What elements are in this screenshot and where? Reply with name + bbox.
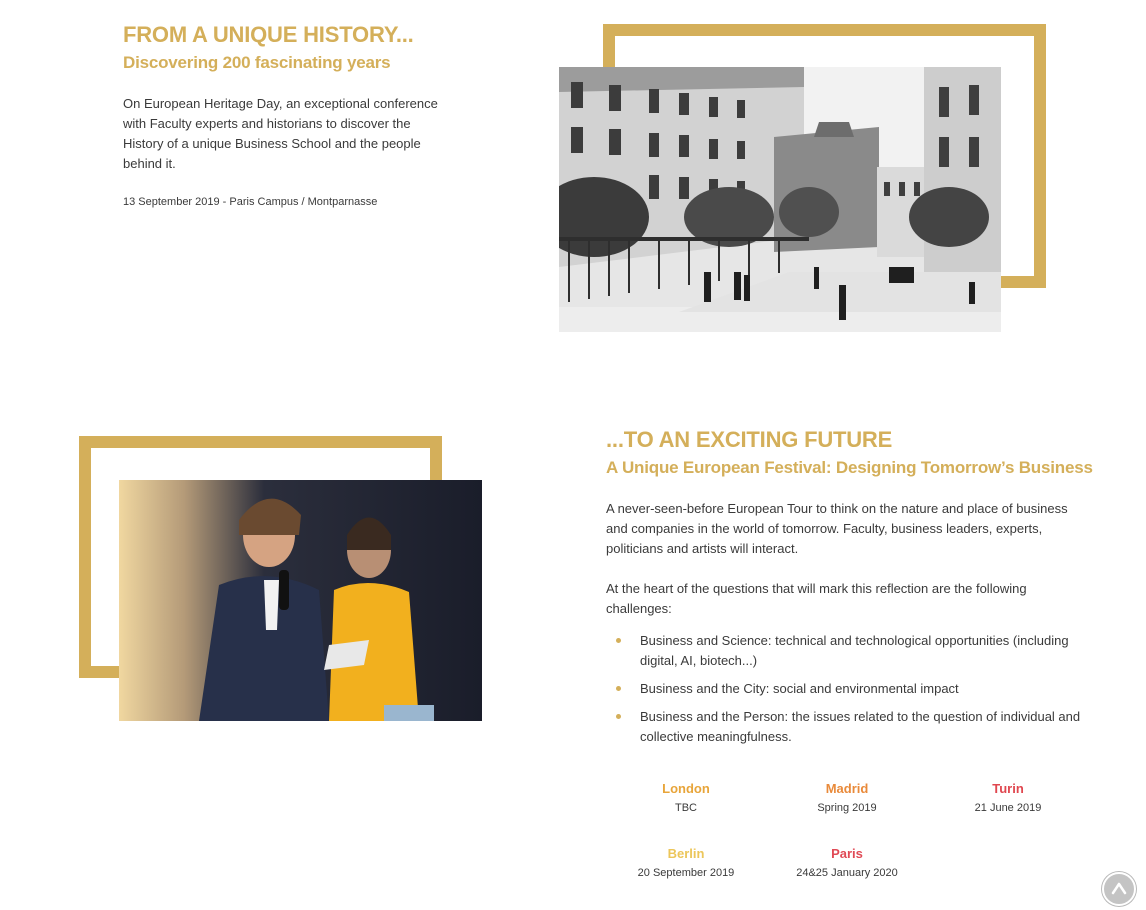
city-date: 24&25 January 2020: [796, 867, 898, 879]
city-name: Turin: [992, 781, 1024, 796]
list-item: [606, 707, 1096, 747]
chevron-up-icon: [1104, 874, 1134, 904]
city-name: Madrid: [825, 781, 869, 796]
history-date-location: 13 September 2019 - Paris Campus / Montparnasse: [123, 196, 378, 208]
city-date: TBC: [675, 802, 697, 814]
challenge-text: Business and the City: social and environmental impact: [640, 681, 959, 696]
bullet-icon: [616, 714, 621, 719]
challenge-text: Business and Science: technical and technological opportunities (including digital, AI, biotech...): [640, 633, 1069, 668]
future-title: ...TO AN EXCITING FUTURE: [606, 427, 893, 452]
bullet-icon: [616, 638, 621, 643]
future-subtitle: A Unique European Festival: Designing Tomorrow’s Business: [606, 458, 1093, 477]
city-name: London: [662, 781, 710, 796]
bullet-icon: [616, 686, 621, 691]
city-name: Berlin: [667, 846, 705, 861]
city-date: 20 September 2019: [637, 867, 735, 879]
list-item: [606, 679, 1096, 699]
future-description: A never-seen-before European Tour to think on the nature and place of business and companies in the world of tomorrow. Faculty, business leaders, experts, politicians and artists will interact.: [606, 501, 1068, 556]
challenges-list: [606, 631, 1096, 755]
city-berlin: [606, 846, 766, 879]
city-date: 21 June 2019: [974, 802, 1042, 814]
city-name: Paris: [831, 846, 863, 861]
challenges-intro: At the heart of the questions that will mark this reflection are the following challenges:: [606, 581, 1027, 616]
challenge-text: Business and the Person: the issues related to the question of individual and collective meaningfulness.: [640, 709, 1081, 744]
history-title: FROM A UNIQUE HISTORY...: [123, 22, 414, 47]
city-london: [606, 781, 766, 814]
scroll-to-top-button[interactable]: [1102, 872, 1136, 906]
city-date: Spring 2019: [817, 802, 877, 814]
history-subtitle: Discovering 200 fascinating years: [123, 53, 391, 72]
city-paris: [767, 846, 927, 879]
city-madrid: [767, 781, 927, 814]
city-turin: [928, 781, 1088, 814]
speakers-on-stage-photo: [119, 480, 482, 721]
list-item: [606, 631, 1096, 671]
history-description: On European Heritage Day, an exceptional conference with Faculty experts and historians to discover the History of a unique Business School and the people behind it.: [123, 96, 438, 171]
historic-building-engraving-image: [559, 67, 1001, 332]
